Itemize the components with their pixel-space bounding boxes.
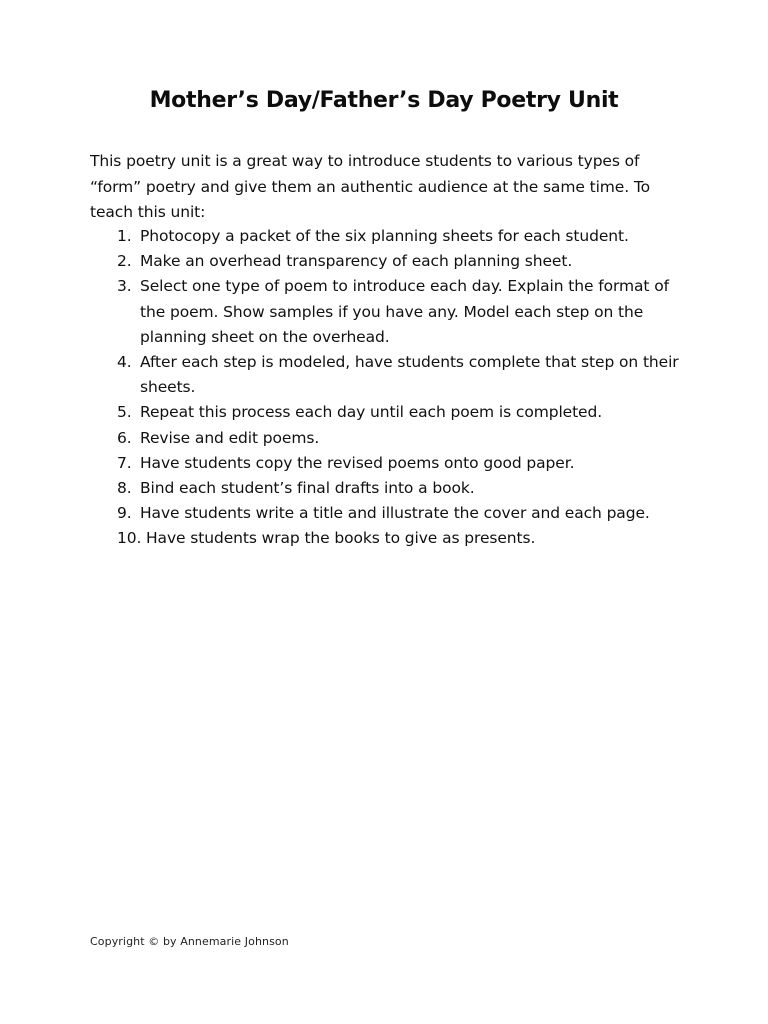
- list-item-text: Have students copy the revised poems onto good paper.: [140, 453, 575, 472]
- list-item-number: 8.: [117, 479, 132, 498]
- list-item-number: 9.: [117, 504, 132, 523]
- list-item: [90, 249, 690, 274]
- intro-paragraph: This poetry unit is a great way to introduce students to various types of “form” poetry and give them an authentic audience at the same time. To teach this unit:: [90, 152, 650, 221]
- list-item-number: 7.: [117, 453, 132, 472]
- list-item: [90, 476, 690, 501]
- list-item-text: Repeat this process each day until each poem is completed.: [140, 403, 603, 422]
- list-item-number: 2.: [117, 252, 132, 271]
- list-item: [90, 426, 690, 451]
- list-item-number: 10.: [117, 529, 142, 548]
- list-item-number: 6.: [117, 428, 132, 447]
- list-item-text: Have students wrap the books to give as presents.: [146, 529, 536, 548]
- list-item: [90, 501, 690, 526]
- list-item-text: Revise and edit poems.: [140, 428, 320, 447]
- list-item-number: 4.: [117, 353, 132, 372]
- list-item: [90, 350, 690, 400]
- list-item-number: 1.: [117, 227, 132, 245]
- list-item-text: Photocopy a packet of the six planning sheets for each student.: [140, 227, 629, 245]
- list-item-text: After each step is modeled, have students complete that step on their sheets.: [140, 353, 679, 397]
- list-item-text: Make an overhead transparency of each planning sheet.: [140, 252, 573, 271]
- list-item-text: Select one type of poem to introduce each day. Explain the format of the poem. Show samples if you have any. Model each step on the planning sheet on the overhead.: [140, 277, 669, 346]
- list-item: [90, 526, 690, 551]
- list-item: [90, 274, 690, 350]
- list-item-number: 5.: [117, 403, 132, 422]
- list-item-text: Have students write a title and illustrate the cover and each page.: [140, 504, 650, 523]
- list-item: [90, 224, 690, 249]
- list-item: [90, 451, 690, 476]
- copyright-notice: Copyright © by Annemarie Johnson: [90, 935, 289, 948]
- list-item-number: 3.: [117, 277, 132, 296]
- list-item-text: Bind each student’s final drafts into a book.: [140, 479, 475, 498]
- list-item: [90, 400, 690, 425]
- page-title: Mother’s Day/Father’s Day Poetry Unit: [149, 88, 619, 113]
- steps-list: [90, 224, 690, 552]
